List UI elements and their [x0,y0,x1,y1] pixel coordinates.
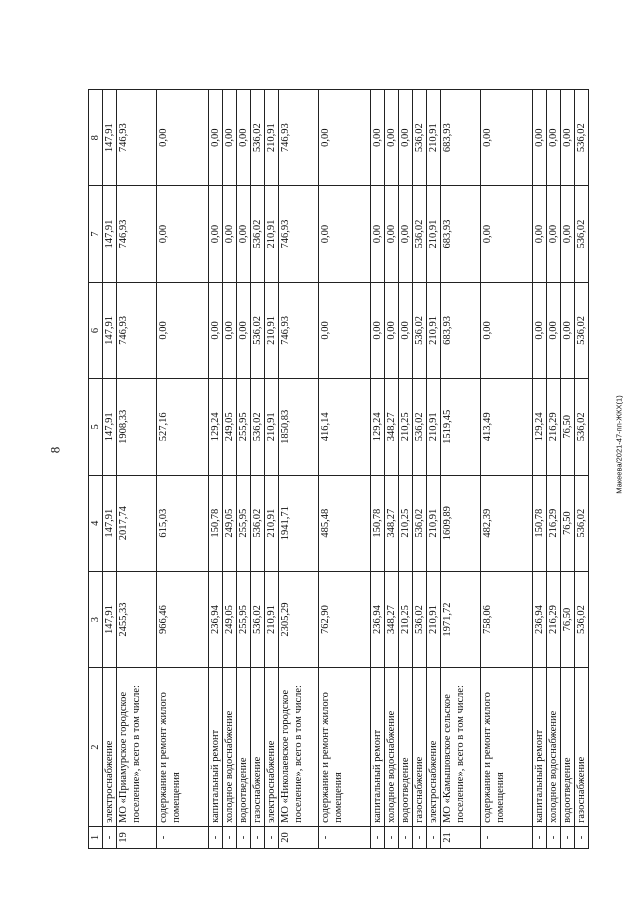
value-cell: 746,93 [117,186,157,282]
row-number-cell: - [319,826,371,848]
value-cell: 0,00 [237,282,251,378]
value-cell: 746,93 [117,90,157,186]
value-cell: 416,14 [319,379,371,475]
value-cell: 2455,33 [117,571,157,667]
header-cell: 1 [89,826,103,848]
value-cell: 536,02 [413,186,427,282]
value-cell: 0,00 [157,282,209,378]
value-cell: 210,91 [427,475,441,571]
row-number-cell: 21 [441,826,481,848]
value-cell: 1971,72 [441,571,481,667]
value-cell: 0,00 [547,90,561,186]
row-name-cell: водоотведение [561,668,575,827]
value-cell: 150,78 [209,475,223,571]
header-cell: 4 [89,475,103,571]
value-cell: 485,48 [319,475,371,571]
value-cell: 0,00 [533,90,547,186]
row-name-cell: МО «Приамурское городское поселение», всего в том числе: [117,668,157,827]
value-cell: 536,02 [251,379,265,475]
value-cell: 76,50 [561,475,575,571]
value-cell: 536,02 [575,379,589,475]
table-row [223,90,237,849]
value-cell: 255,95 [237,379,251,475]
row-number-cell: - [385,826,399,848]
value-cell: 746,93 [117,282,157,378]
row-name-cell: капитальный ремонт [209,668,223,827]
value-cell: 536,02 [413,475,427,571]
value-cell: 746,93 [279,90,319,186]
row-name-cell: электроснабжение [265,668,279,827]
value-cell: 210,91 [427,90,441,186]
value-cell: 0,00 [319,282,371,378]
value-cell: 0,00 [481,186,533,282]
header-cell: 2 [89,668,103,827]
value-cell: 150,78 [371,475,385,571]
value-cell: 683,93 [441,186,481,282]
table-row [319,90,371,849]
value-cell: 758,06 [481,571,533,667]
value-cell: 129,24 [371,379,385,475]
value-cell: 348,27 [385,475,399,571]
table-row [279,90,319,849]
value-cell: 0,00 [385,186,399,282]
document-code: Макеева/2021-47-пп-ЖКХ(1) [614,395,624,494]
row-name-cell: холодное водоснабжение [547,668,561,827]
row-name-cell: газоснабжение [251,668,265,827]
value-cell: 210,91 [427,379,441,475]
row-name-cell: электроснабжение [103,668,117,827]
value-cell: 0,00 [547,186,561,282]
value-cell: 0,00 [237,90,251,186]
value-cell: 0,00 [371,90,385,186]
value-cell: 1941,71 [279,475,319,571]
value-cell: 0,00 [223,186,237,282]
table-row [371,90,385,849]
table-row [209,90,223,849]
table-row [427,90,441,849]
table-row [157,90,209,849]
value-cell: 966,46 [157,571,209,667]
table-row [103,90,117,849]
row-number-cell: - [427,826,441,848]
table-row [117,90,157,849]
row-number-cell: - [533,826,547,848]
value-cell: 249,05 [223,475,237,571]
value-cell: 0,00 [371,282,385,378]
table-row [251,90,265,849]
value-cell: 536,02 [575,282,589,378]
value-cell: 0,00 [533,282,547,378]
value-cell: 210,91 [265,475,279,571]
value-cell: 527,16 [157,379,209,475]
row-number-cell: - [481,826,533,848]
value-cell: 210,91 [265,379,279,475]
table-row [237,90,251,849]
table-row [441,90,481,849]
value-cell: 413,49 [481,379,533,475]
table-header-row [89,90,103,849]
value-cell: 147,91 [103,90,117,186]
row-number-cell: - [103,826,117,848]
value-cell: 536,02 [575,571,589,667]
row-number-cell: - [265,826,279,848]
value-cell: 0,00 [533,186,547,282]
value-cell: 210,25 [399,379,413,475]
header-cell: 7 [89,186,103,282]
value-cell: 0,00 [209,186,223,282]
value-cell: 536,02 [413,282,427,378]
table-row [385,90,399,849]
row-number-cell: - [237,826,251,848]
value-cell: 348,27 [385,379,399,475]
value-cell: 2017,74 [117,475,157,571]
value-cell: 147,91 [103,571,117,667]
value-cell: 147,91 [103,475,117,571]
value-cell: 216,29 [547,379,561,475]
row-name-cell: МО «Камышовское сельское поселение», всего в том числе: [441,668,481,827]
row-number-cell: - [575,826,589,848]
value-cell: 0,00 [209,282,223,378]
value-cell: 147,91 [103,282,117,378]
page-number: 8 [47,446,63,454]
value-cell: 0,00 [237,186,251,282]
row-name-cell: содержание и ремонт жилого помещения [481,668,533,827]
value-cell: 147,91 [103,186,117,282]
row-number-cell: - [209,826,223,848]
row-name-cell: газоснабжение [413,668,427,827]
table-row [575,90,589,849]
value-cell: 1609,89 [441,475,481,571]
value-cell: 0,00 [481,282,533,378]
row-name-cell: водоотведение [237,668,251,827]
value-cell: 216,29 [547,475,561,571]
value-cell: 0,00 [385,90,399,186]
row-number-cell: - [413,826,427,848]
value-cell: 536,02 [413,379,427,475]
row-number-cell: 20 [279,826,319,848]
value-cell: 0,00 [561,186,575,282]
value-cell: 76,50 [561,379,575,475]
value-cell: 536,02 [251,186,265,282]
row-name-cell: холодное водоснабжение [223,668,237,827]
row-number-cell: - [547,826,561,848]
value-cell: 0,00 [157,186,209,282]
table-row [547,90,561,849]
value-cell: 536,02 [413,90,427,186]
value-cell: 0,00 [561,282,575,378]
value-cell: 536,02 [575,475,589,571]
value-cell: 0,00 [223,90,237,186]
value-cell: 216,29 [547,571,561,667]
value-cell: 746,93 [279,282,319,378]
value-cell: 1908,33 [117,379,157,475]
value-cell: 0,00 [157,90,209,186]
value-cell: 236,94 [371,571,385,667]
value-cell: 210,91 [427,186,441,282]
row-number-cell: 19 [117,826,157,848]
row-number-cell: - [561,826,575,848]
value-cell: 255,95 [237,571,251,667]
value-cell: 76,50 [561,571,575,667]
value-cell: 348,27 [385,571,399,667]
row-name-cell: МО «Николаевское городское поселение», всего в том числе: [279,668,319,827]
value-cell: 0,00 [371,186,385,282]
header-cell: 8 [89,90,103,186]
value-cell: 0,00 [399,186,413,282]
row-name-cell: электроснабжение [427,668,441,827]
row-name-cell: содержание и ремонт жилого помещения [157,668,209,827]
row-number-cell: - [371,826,385,848]
value-cell: 0,00 [399,90,413,186]
value-cell: 482,39 [481,475,533,571]
value-cell: 536,02 [251,571,265,667]
value-cell: 0,00 [223,282,237,378]
value-cell: 249,05 [223,571,237,667]
value-cell: 1850,83 [279,379,319,475]
value-cell: 762,90 [319,571,371,667]
header-cell: 3 [89,571,103,667]
value-cell: 536,02 [413,571,427,667]
header-cell: 6 [89,282,103,378]
table-row [533,90,547,849]
table-row [561,90,575,849]
row-name-cell: холодное водоснабжение [385,668,399,827]
value-cell: 210,91 [427,571,441,667]
value-cell: 746,93 [279,186,319,282]
value-cell: 210,91 [265,282,279,378]
value-cell: 0,00 [385,282,399,378]
value-cell: 2305,29 [279,571,319,667]
row-name-cell: водоотведение [399,668,413,827]
value-cell: 129,24 [533,379,547,475]
value-cell: 0,00 [547,282,561,378]
table-row [399,90,413,849]
value-cell: 255,95 [237,475,251,571]
value-cell: 683,93 [441,90,481,186]
tariff-table-container [88,89,587,849]
value-cell: 536,02 [575,186,589,282]
value-cell: 0,00 [319,186,371,282]
row-number-cell: - [157,826,209,848]
value-cell: 536,02 [575,90,589,186]
value-cell: 0,00 [319,90,371,186]
value-cell: 236,94 [533,571,547,667]
row-name-cell: капитальный ремонт [371,668,385,827]
value-cell: 0,00 [481,90,533,186]
row-name-cell: капитальный ремонт [533,668,547,827]
value-cell: 0,00 [561,90,575,186]
header-cell: 5 [89,379,103,475]
row-number-cell: - [251,826,265,848]
table-row [481,90,533,849]
value-cell: 210,91 [265,186,279,282]
value-cell: 210,91 [427,282,441,378]
value-cell: 147,91 [103,379,117,475]
value-cell: 210,91 [265,90,279,186]
value-cell: 615,03 [157,475,209,571]
row-name-cell: содержание и ремонт жилого помещения [319,668,371,827]
value-cell: 210,25 [399,475,413,571]
value-cell: 210,25 [399,571,413,667]
value-cell: 150,78 [533,475,547,571]
value-cell: 0,00 [209,90,223,186]
value-cell: 683,93 [441,282,481,378]
value-cell: 249,05 [223,379,237,475]
value-cell: 536,02 [251,282,265,378]
value-cell: 1519,45 [441,379,481,475]
row-name-cell: газоснабжение [575,668,589,827]
tariff-table [88,89,589,849]
row-number-cell: - [223,826,237,848]
value-cell: 129,24 [209,379,223,475]
value-cell: 0,00 [399,282,413,378]
table-row [265,90,279,849]
value-cell: 536,02 [251,90,265,186]
row-number-cell: - [399,826,413,848]
value-cell: 210,91 [265,571,279,667]
value-cell: 536,02 [251,475,265,571]
table-row [413,90,427,849]
value-cell: 236,94 [209,571,223,667]
